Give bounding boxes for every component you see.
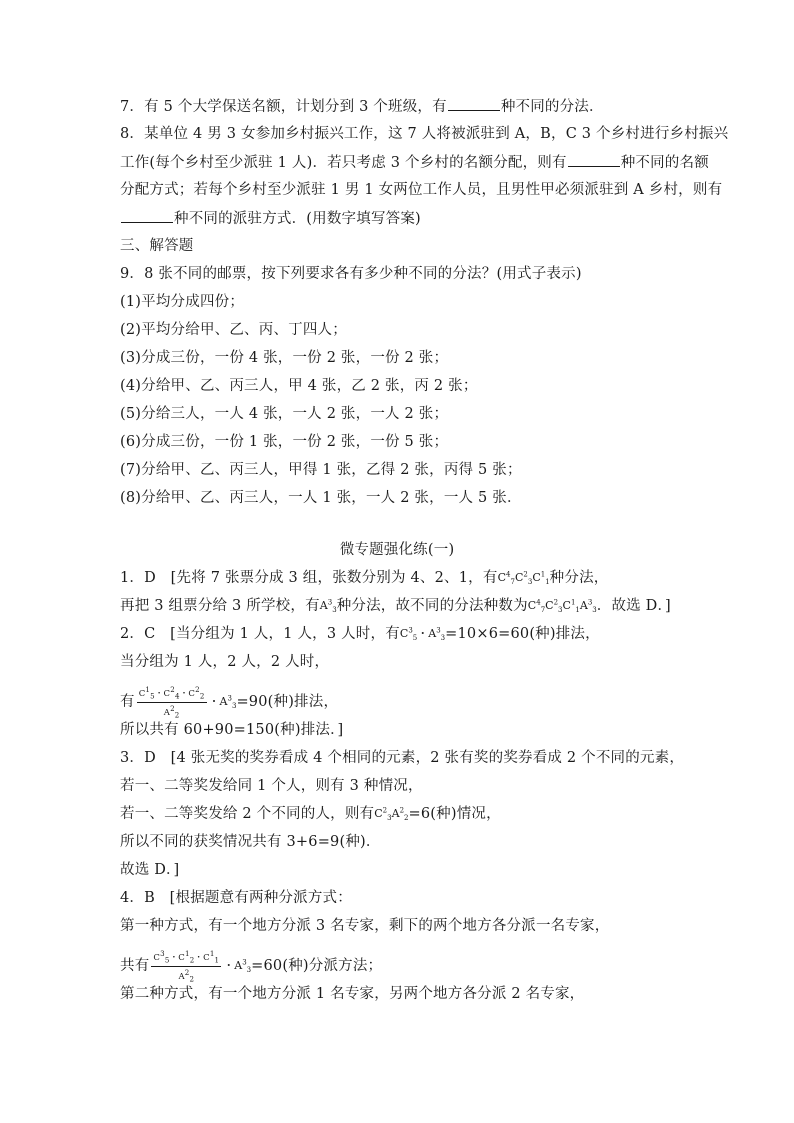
a4-text-end: =60(种)分派方法； [251, 958, 383, 975]
a2-text-end: =90(种)排法， [236, 694, 339, 711]
answer-2-line3 [120, 684, 338, 720]
sub-item-4: (4)分给甲、乙、丙三人，甲 4 张，乙 2 张，丙 2 张； [120, 378, 478, 394]
q8-text-end: 种不同的名额 [620, 155, 709, 171]
a2-text: 有 [120, 694, 135, 711]
a1-text-end: ．故选 D．] [596, 598, 671, 614]
a4-text: 共有 [120, 958, 150, 975]
sub-item-5: (5)分给三人，一人 4 张，一人 2 张，一人 2 张； [120, 406, 449, 422]
q8-text: 工作(每个乡村至少派驻 1 人)．若只考虑 3 个乡村的名额分配，则有 [120, 155, 567, 171]
question-8-line3: 分配方式；若每个乡村至少派驻 1 男 1 女两位工作人员，且男性甲必须派驻到 A 乡村，则有 [120, 182, 723, 198]
answer-4-line4: 第二种方式，有一个地方分派 1 名专家，另两个地方各分派 2 名专家， [120, 986, 585, 1002]
sub-item-3: (3)分成三份，一份 4 张，一份 2 张，一份 2 张； [120, 350, 449, 366]
answer-1-line1 [120, 568, 608, 588]
sub-item-6: (6)分成三份，一份 1 张，一份 2 张，一份 5 张； [120, 434, 449, 450]
question-8-line4 [120, 208, 421, 229]
answer-3-line1: 3．D [4 张无奖的奖券看成 4 个相同的元素，2 张有奖的奖券看成 2 个不同的元素， [120, 750, 685, 766]
a1-text: 再把 3 组票分给 3 所学校，有 [120, 598, 320, 614]
answer-3-line2: 若一、二等奖发给同 1 个人，则有 3 种情况， [120, 778, 423, 794]
answer-3-line4: 所以不同的获奖情况共有 3+6=9(种)． [120, 834, 381, 850]
answer-4-line3 [120, 948, 382, 984]
math-expression: $C^4_7C^2_3C^1_1A^3_3$ [527, 598, 597, 615]
question-8-line1: 8．某单位 4 男 3 女参加乡村振兴工作，这 7 人将被派驻到 A，B，C 3 个乡村进行乡村振兴 [120, 126, 729, 142]
q7-text: 7．有 5 个大学保送名额，计划分到 3 个班级，有 [120, 99, 447, 115]
sub-item-8: (8)分给甲、乙、丙三人，一人 1 张，一人 2 张，一人 5 张． [120, 490, 522, 506]
answer-4-line1: 4．B [根据题意有两种分派方式： [120, 890, 352, 906]
section-title: 三、解答题 [120, 238, 194, 254]
answer-2-line2: 当分组为 1 人，2 人，2 人时， [120, 654, 330, 670]
a1-text-mid: 种分法，故不同的分法种数为 [336, 598, 528, 614]
question-9: 9．8 张不同的邮票，按下列要求各有多少种不同的分法？(用式子表示) [120, 266, 582, 282]
q8-text-tail: 种不同的派驻方式．(用数字填写答案) [174, 211, 421, 227]
answer-3-line5: 故选 D．] [120, 862, 180, 878]
answer-2-line1 [120, 624, 600, 644]
answer-1-line2 [120, 596, 671, 616]
sub-item-2: (2)平均分给甲、乙、丙、丁四人； [120, 322, 347, 338]
a1-text: 1．D [先将 7 张票分成 3 组，张数分别为 4、2、1，有 [120, 570, 498, 586]
math-expression: ・$A^3_3$ [223, 958, 252, 975]
answer-blank [448, 96, 500, 111]
answers-heading: 微专题强化练(一) [339, 542, 455, 558]
answer-3-line3 [120, 804, 501, 824]
a2-text: 2．C [当分组为 1 人，1 人，3 人时，有 [120, 626, 400, 642]
math-expression: ・$A^3_3$ [208, 694, 237, 711]
answer-blank [121, 208, 173, 223]
math-expression: $C^3_5$・$A^3_3$ [399, 626, 446, 643]
math-expression: $C^2_3A^2_2$ [374, 806, 409, 823]
sub-item-1: (1)平均分成四份； [120, 294, 245, 310]
a1-text-end: 种分法， [549, 570, 609, 586]
answer-4-line2: 第一种方式，有一个地方分派 3 名专家，剩下的两个地方各分派一名专家， [120, 918, 610, 934]
question-7 [120, 96, 604, 117]
math-expression: $C^4_7C^2_3C^1_1$ [497, 570, 550, 587]
answer-2-line4: 所以共有 60+90=150(种)排法．] [120, 722, 344, 738]
sub-item-7: (7)分给甲、乙、丙三人，甲得 1 张，乙得 2 张，丙得 5 张； [120, 462, 522, 478]
a2-text-end: =10×6=60(种)排法， [445, 626, 600, 642]
question-8-line2 [120, 152, 709, 173]
math-expression: $A^3_3$ [319, 598, 337, 615]
fraction-expression: $\frac{C^1_5・C^2_4・C^2_2}{A^2_2}$ [138, 685, 205, 720]
a3-text: 若一、二等奖发给 2 个不同的人，则有 [120, 806, 375, 822]
a3-text-end: =6(种)情况， [408, 806, 501, 822]
fraction-expression: $\frac{C^3_5・C^1_2・C^1_1}{A^2_2}$ [153, 949, 220, 984]
q7-text-end: 种不同的分法． [500, 99, 604, 115]
answer-blank [568, 152, 620, 167]
